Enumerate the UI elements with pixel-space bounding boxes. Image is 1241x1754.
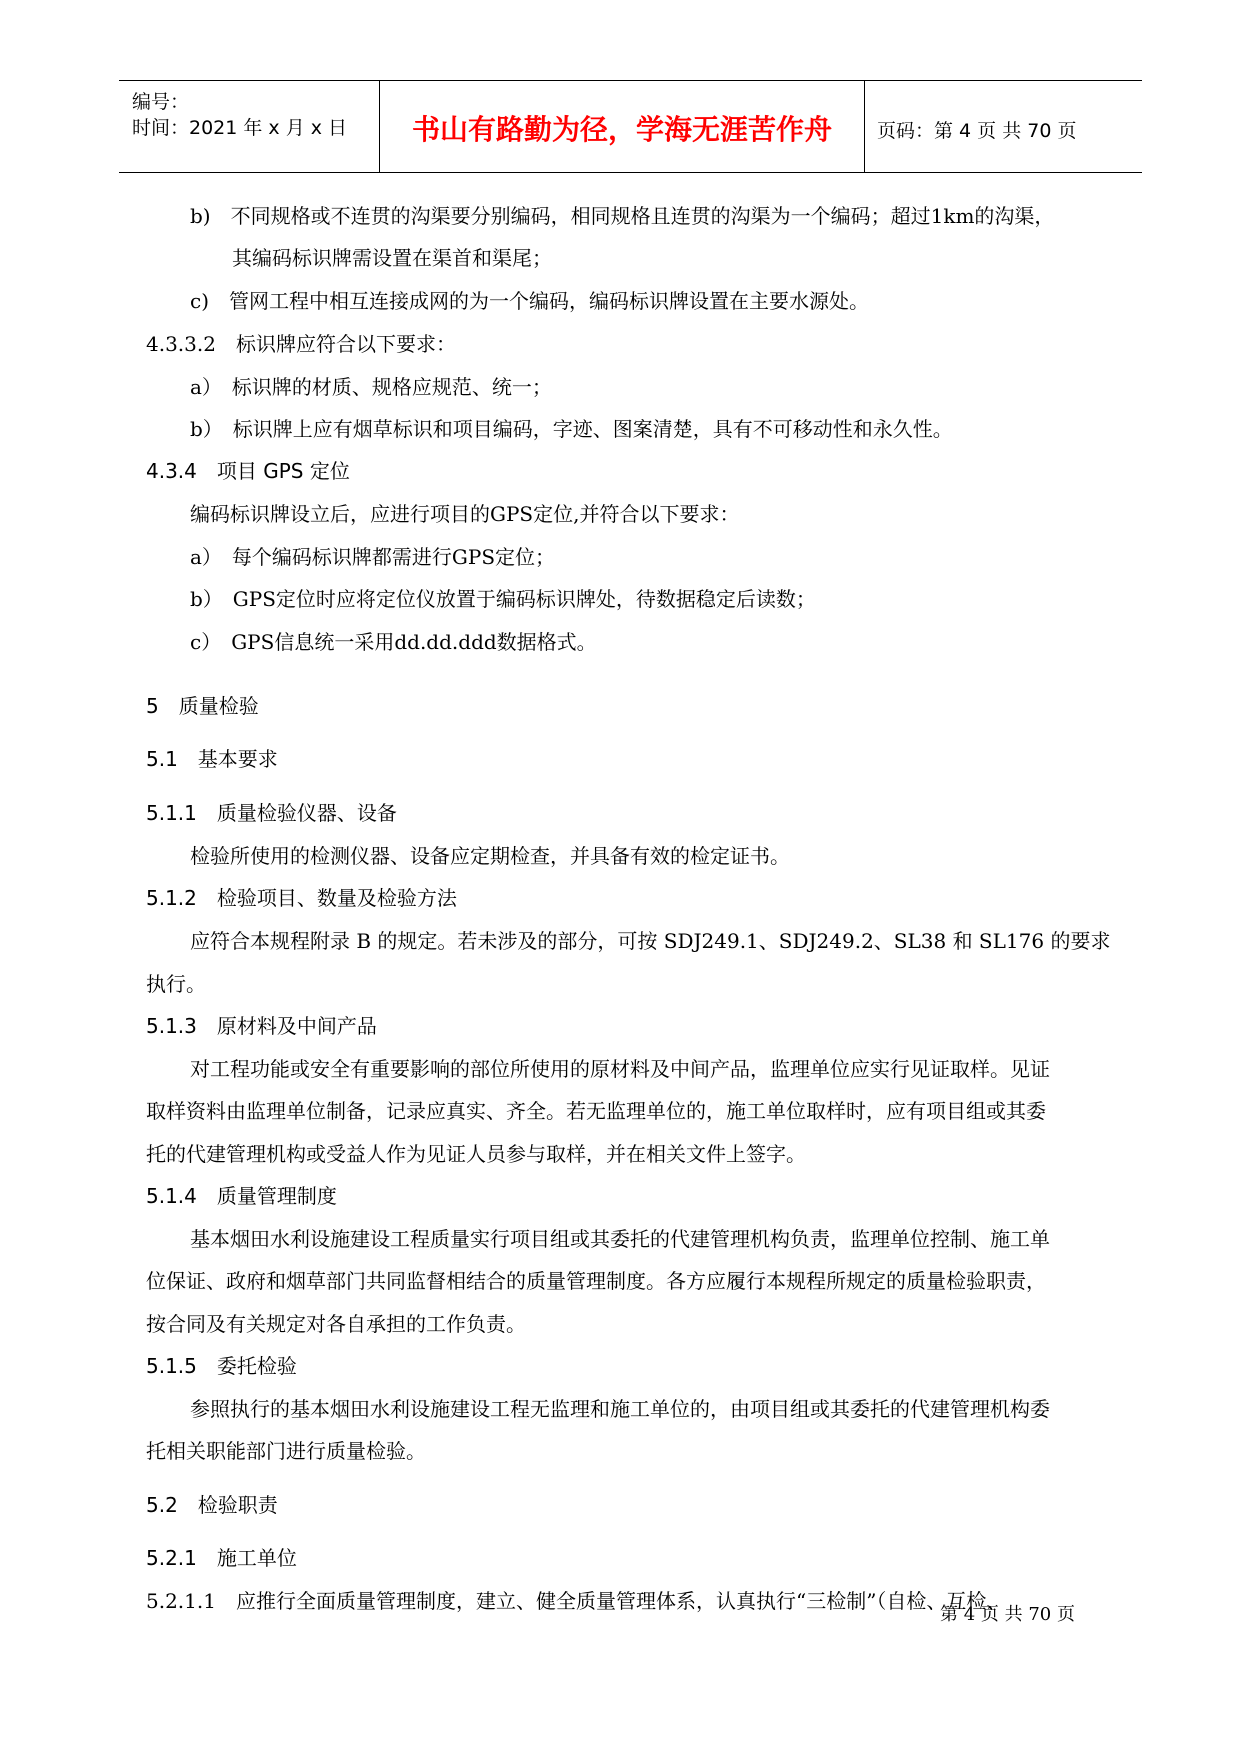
section-heading: 5.1.4 质量管理制度 (146, 1184, 337, 1208)
clause-line: 5.2.1.1 应推行全面质量管理制度，建立、健全质量管理体系，认真执行“三检制”（自检、互检、 (146, 1589, 1007, 1613)
list-item: b） GPS定位时应将定位仪放置于编码标识牌处，待数据稳定后读数； (190, 587, 816, 611)
document-number: 编号： (132, 91, 190, 113)
clause-heading: 4.3.3.2 标识牌应符合以下要求： (146, 332, 456, 356)
list-item: a） 标识牌的材质、规格应规范、统一； (190, 375, 552, 399)
paragraph-line: 执行。 (146, 972, 206, 996)
section-heading: 5.1.1 质量检验仪器、设备 (146, 801, 397, 825)
page-header (119, 80, 1142, 173)
paragraph-line: 取样资料由监理单位制备，记录应真实、齐全。若无监理单位的，施工单位取样时，应有项目组或其委 (146, 1099, 1046, 1123)
header-page-cell (865, 81, 1142, 172)
paragraph-line: 检验所使用的检测仪器、设备应定期检查，并具备有效的检定证书。 (190, 844, 790, 868)
header-motto-cell (380, 81, 865, 172)
section-heading: 5.1 基本要求 (146, 747, 278, 771)
section-heading: 5.1.3 原材料及中间产品 (146, 1014, 377, 1038)
list-item: c） GPS信息统一采用dd.dd.ddd数据格式。 (190, 630, 597, 654)
paragraph-line: 应符合本规程附录 B 的规定。若未涉及的部分，可按 SDJ249.1、SDJ249.2、SL38 和 SL176 的要求 (190, 929, 1111, 953)
list-item: b) 不同规格或不连贯的沟渠要分别编码，相同规格且连贯的沟渠为一个编码；超过1km的沟渠， (190, 204, 1055, 228)
section-heading: 5.2 检验职责 (146, 1493, 278, 1517)
paragraph-line: 托相关职能部门进行质量检验。 (146, 1439, 426, 1463)
paragraph-line: 编码标识牌设立后，应进行项目的GPS定位,并符合以下要求： (190, 502, 740, 526)
list-item: c) 管网工程中相互连接成网的为一个编码，编码标识牌设置在主要水源处。 (190, 289, 870, 313)
section-heading: 5.1.2 检验项目、数量及检验方法 (146, 886, 457, 910)
header-page-number: 页码：第 4 页 共 70 页 (877, 120, 1077, 142)
chapter-heading: 5 质量检验 (146, 694, 259, 718)
list-item-continuation: 其编码标识牌需设置在渠首和渠尾； (232, 246, 552, 270)
paragraph-line: 按合同及有关规定对各自承担的工作负责。 (146, 1312, 526, 1336)
list-item: b） 标识牌上应有烟草标识和项目编码，字迹、图案清楚，具有不可移动性和永久性。 (190, 417, 953, 441)
paragraph-line: 参照执行的基本烟田水利设施建设工程无监理和施工单位的，由项目组或其委托的代建管理机构委 (190, 1397, 1050, 1421)
section-heading: 5.2.1 施工单位 (146, 1546, 297, 1570)
section-heading: 5.1.5 委托检验 (146, 1354, 297, 1378)
paragraph-line: 对工程功能或安全有重要影响的部位所使用的原材料及中间产品，监理单位应实行见证取样。见证 (190, 1057, 1050, 1081)
page-footer: 第 4 页 共 70 页 (940, 1604, 1075, 1625)
paragraph-line: 位保证、政府和烟草部门共同监督相结合的质量管理制度。各方应履行本规程所规定的质量检验职责， (146, 1269, 1046, 1293)
paragraph-line: 托的代建管理机构或受益人作为见证人员参与取样，并在相关文件上签字。 (146, 1142, 806, 1166)
list-item: a） 每个编码标识牌都需进行GPS定位； (190, 545, 556, 569)
paragraph-line: 基本烟田水利设施建设工程质量实行项目组或其委托的代建管理机构负责，监理单位控制、施工单 (190, 1227, 1050, 1251)
header-info-cell (119, 81, 380, 172)
header-motto: 书山有路勤为径，学海无涯苦作舟 (411, 113, 832, 146)
section-heading: 4.3.4 项目 GPS 定位 (146, 459, 350, 483)
document-time: 时间：2021 年 x 月 x 日 (132, 117, 348, 139)
